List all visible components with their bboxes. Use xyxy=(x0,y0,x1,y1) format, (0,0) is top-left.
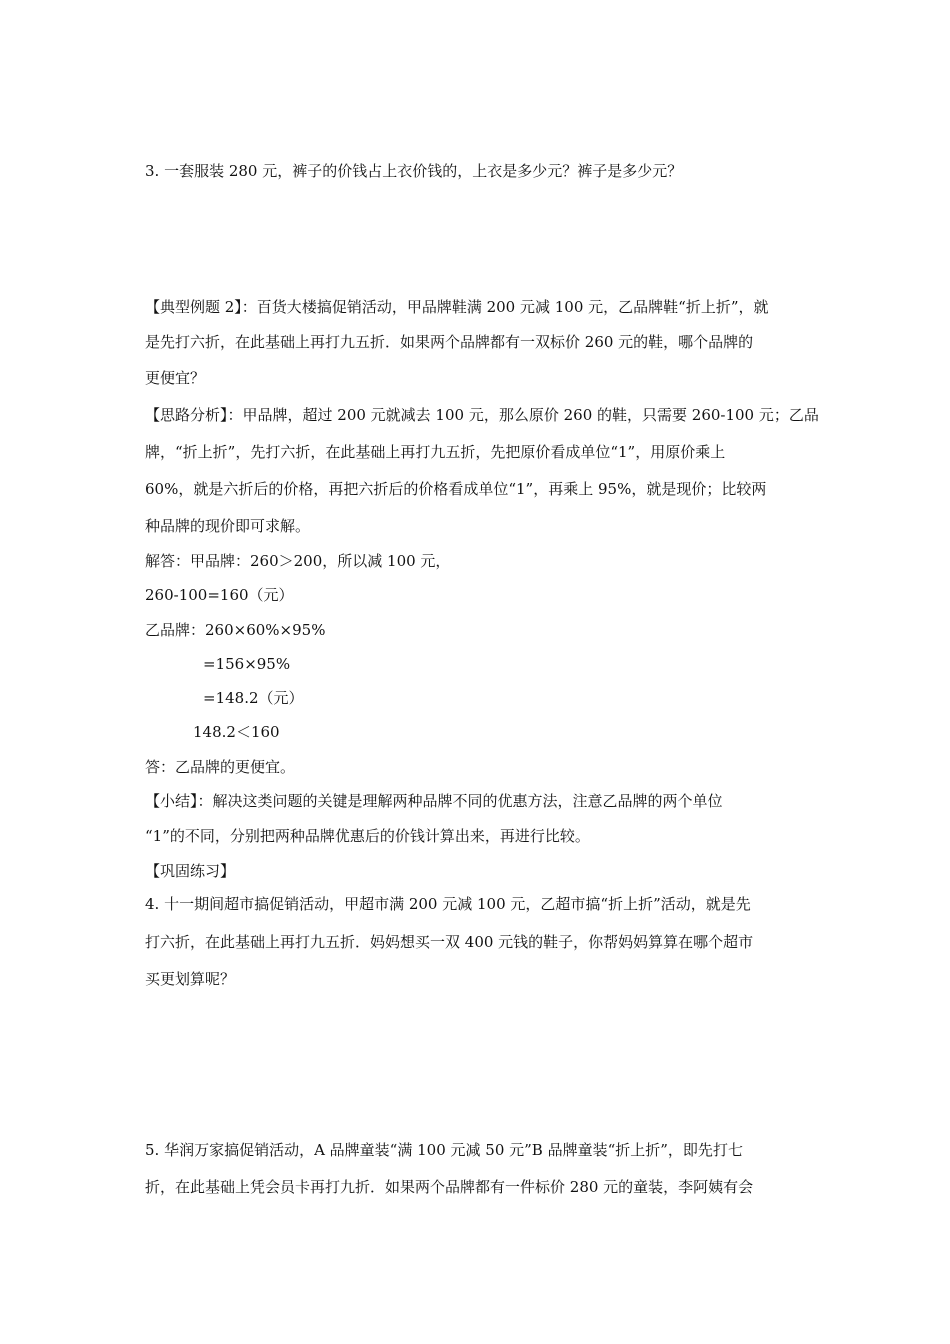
example-2-line-1: 【典型例题 2】：百货大楼搞促销活动，甲品牌鞋满 200 元减 100 元，乙品牌鞋“折上折”，就 xyxy=(145,298,769,316)
question-5-line-1: 5. 华润万家搞促销活动，A 品牌童装“满 100 元减 50 元”B 品牌童装“折上折”，即先打七 xyxy=(145,1141,743,1159)
solution-line-1: 解答：甲品牌：260＞200，所以减 100 元， xyxy=(145,552,451,570)
solution-answer: 答：乙品牌的更便宜。 xyxy=(145,758,296,776)
analysis-line-2: 牌，“折上折”，先打六折，在此基础上再打九五折，先把原价看成单位“1”，用原价乘上 xyxy=(145,443,726,461)
question-4-line-1: 4. 十一期间超市搞促销活动，甲超市满 200 元减 100 元，乙超市搞“折上折”活动，就是先 xyxy=(145,895,751,913)
question-5-line-2: 折，在此基础上凭会员卡再打九折．如果两个品牌都有一件标价 280 元的童装，李阿姨有会 xyxy=(145,1178,754,1196)
example-2-line-2: 是先打六折，在此基础上再打九五折．如果两个品牌都有一双标价 260 元的鞋，哪个品牌的 xyxy=(145,333,754,351)
solution-line-6: 148.2＜160 xyxy=(193,723,280,741)
analysis-line-1: 【思路分析】：甲品牌，超过 200 元就减去 100 元，那么原价 260 的鞋，只需要 260-100 元；乙品 xyxy=(145,406,819,424)
analysis-line-3: 60%，就是六折后的价格，再把六折后的价格看成单位“1”，再乘上 95%，就是现价；比较两 xyxy=(145,480,767,498)
question-4-line-2: 打六折，在此基础上再打九五折．妈妈想买一双 400 元钱的鞋子，你帮妈妈算算在哪个超市 xyxy=(145,933,754,951)
question-3: 3. 一套服装 280 元，裤子的价钱占上衣价钱的，上衣是多少元？裤子是多少元？ xyxy=(145,162,683,180)
practice-heading: 【巩固练习】 xyxy=(145,862,236,880)
analysis-line-4: 种品牌的现价即可求解。 xyxy=(145,517,311,535)
question-4-line-3: 买更划算呢？ xyxy=(145,970,236,988)
solution-line-3: 乙品牌：260×60%×95% xyxy=(145,621,326,639)
summary-line-1: 【小结】：解决这类问题的关键是理解两种品牌不同的优惠方法，注意乙品牌的两个单位 xyxy=(145,792,723,810)
example-2-line-3: 更便宜？ xyxy=(145,369,206,387)
solution-line-4: =156×95% xyxy=(203,655,291,673)
solution-line-2: 260-100=160（元） xyxy=(145,586,294,604)
solution-line-5: =148.2（元） xyxy=(203,689,304,707)
summary-line-2: “1”的不同，分别把两种品牌优惠后的价钱计算出来，再进行比较。 xyxy=(145,827,590,845)
